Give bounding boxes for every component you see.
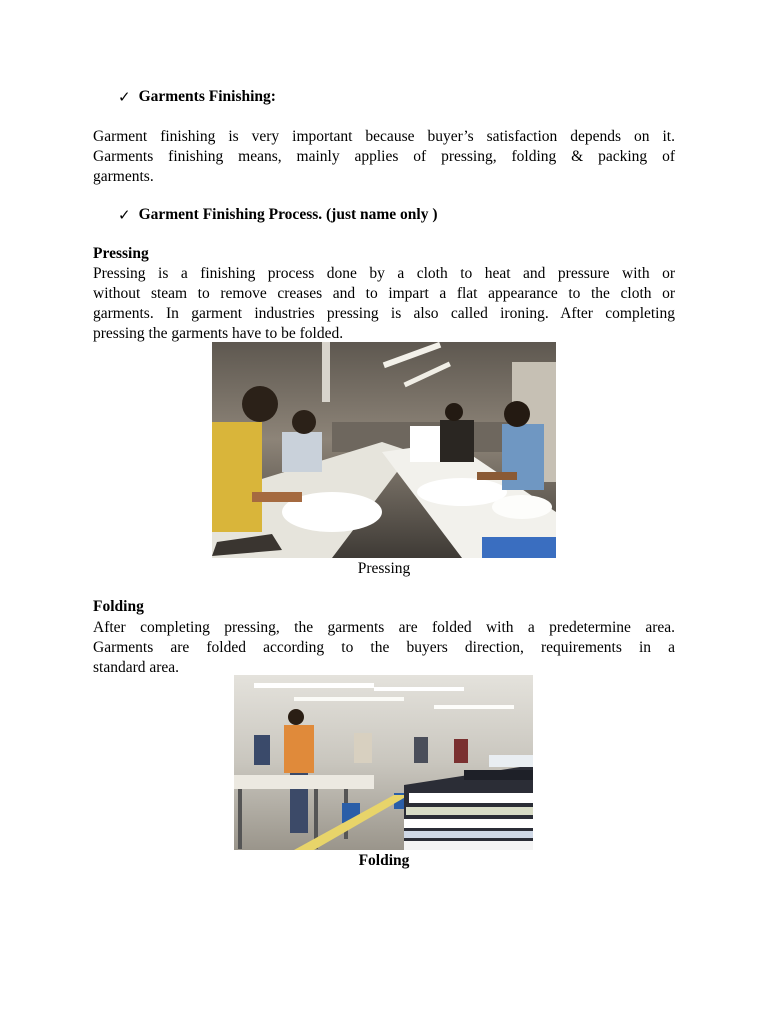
folding-caption: Folding	[358, 852, 410, 869]
folding-photo	[234, 675, 533, 850]
pressing-paragraph	[93, 264, 675, 344]
checkmark-icon: ✓	[118, 88, 131, 106]
paragraph-line: Pressing is a finishing process done by a cloth to heat and pressure with or	[93, 265, 675, 282]
paragraph-line: Garments finishing means, mainly applies of pressing, folding & packing of	[93, 148, 675, 165]
paragraph-line: Garments are folded according to the buyers direction, requirements in a	[93, 639, 675, 656]
paragraph-line: garments.	[93, 168, 154, 185]
folding-paragraph	[93, 618, 675, 678]
paragraph-line: Garment finishing is very important because buyer’s satisfaction depends on it.	[93, 128, 675, 145]
heading-text: Garments Finishing:	[138, 88, 276, 105]
pressing-photo	[212, 342, 556, 558]
paragraph-line: standard area.	[93, 659, 180, 676]
paragraph-line: without steam to remove creases and to impart a flat appearance to the cloth or	[93, 285, 675, 302]
paragraph-line: garments. In garment industries pressing is also called ironing. After completing	[93, 305, 675, 322]
section-title-pressing: Pressing	[93, 245, 149, 262]
checkmark-icon: ✓	[118, 206, 131, 224]
paragraph-line: After completing pressing, the garments are folded with a predetermine area.	[93, 619, 675, 636]
heading-garments-finishing	[118, 88, 276, 106]
paragraph-line: pressing the garments have to be folded.	[93, 325, 344, 342]
section-title-folding: Folding	[93, 598, 144, 615]
heading-finishing-process	[118, 206, 438, 224]
pressing-caption: Pressing	[357, 560, 411, 577]
intro-paragraph	[93, 127, 675, 187]
heading-text: Garment Finishing Process. (just name only )	[138, 206, 438, 223]
